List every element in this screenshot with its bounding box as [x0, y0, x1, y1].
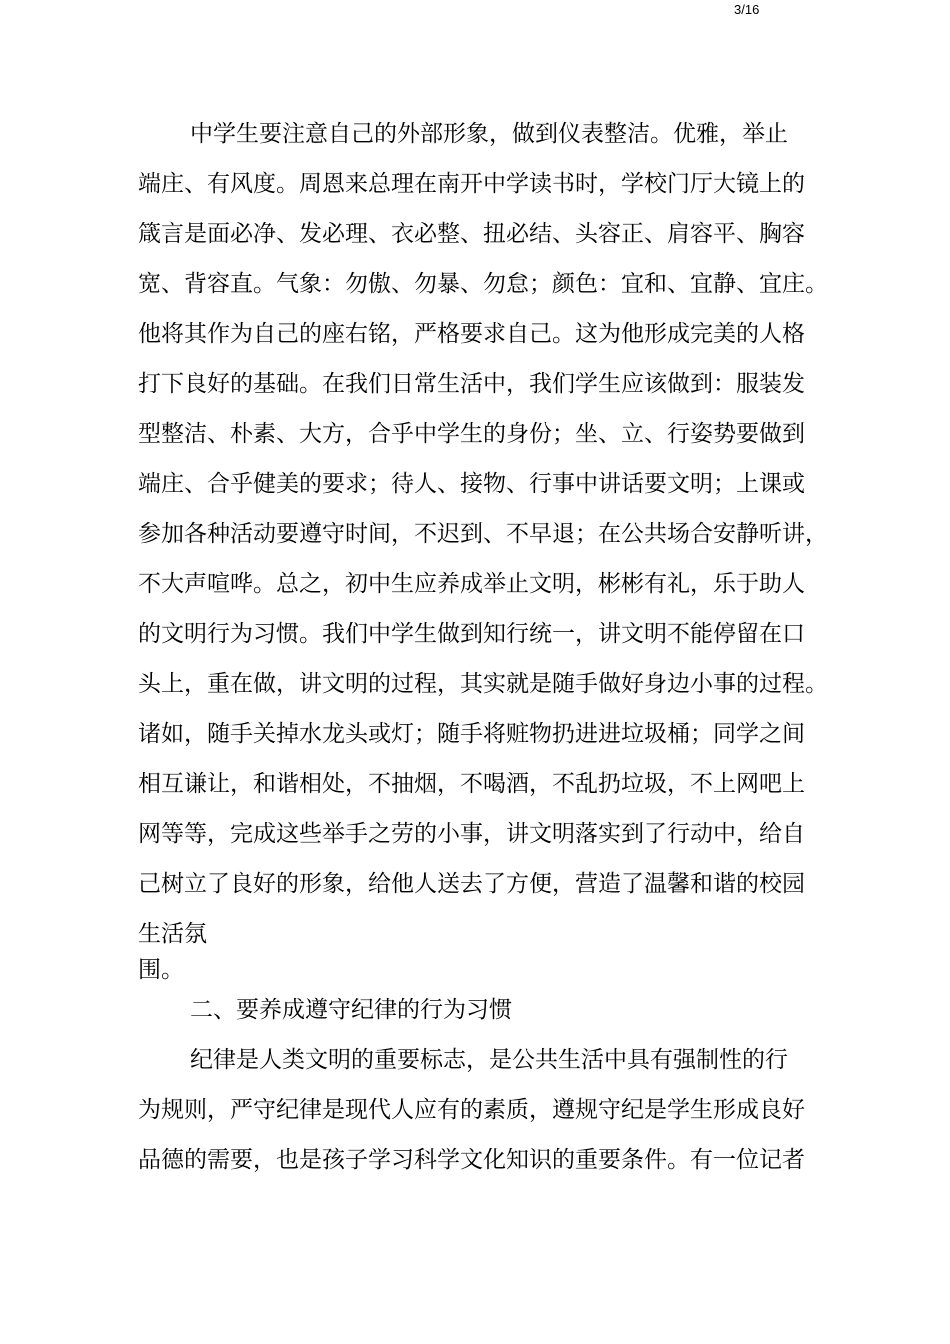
paragraph-line: 围。 [138, 957, 184, 983]
paragraph-line: 箴言是面必净、发必理、衣必整、扭必结、头容正、肩容平、胸容 [138, 221, 805, 247]
paragraph-line: 品德的需要，也是孩子学习科学文化知识的重要条件。有一位记者 [138, 1147, 805, 1173]
paragraph-line: 打下良好的基础。在我们日常生活中，我们学生应该做到：服装发 [138, 371, 805, 397]
paragraph-line: 宽、背容直。气象：勿傲、勿暴、勿怠；颜色：宜和、宜静、宜庄。 [138, 271, 828, 297]
paragraph-line: 端庄、合乎健美的要求；待人、接物、行事中讲话要文明；上课或 [138, 471, 805, 497]
paragraph-line: 己树立了良好的形象，给他人送去了方便，营造了温馨和谐的校园 [138, 871, 805, 897]
paragraph-line: 网等等，完成这些举手之劳的小事，讲文明落实到了行动中，给自 [138, 821, 805, 847]
paragraph-line: 诸如，随手关掉水龙头或灯；随手将赃物扔进进垃圾桶；同学之间 [138, 721, 805, 747]
paragraph-line: 中学生要注意自己的外部形象，做到仪表整洁。优雅，举止 [190, 121, 788, 147]
paragraph-line: 头上，重在做，讲文明的过程，其实就是随手做好身边小事的过程。 [138, 671, 828, 697]
page-number: 3/16 [734, 2, 760, 17]
paragraph-line: 不大声喧哗。总之，初中生应养成举止文明，彬彬有礼，乐于助人 [138, 571, 805, 597]
paragraph-line: 型整洁、朴素、大方，合乎中学生的身份；坐、立、行姿势要做到 [138, 421, 805, 447]
paragraph-line: 纪律是人类文明的重要标志，是公共生活中具有强制性的行 [190, 1047, 788, 1073]
paragraph-line: 的文明行为习惯。我们中学生做到知行统一，讲文明不能停留在口 [138, 621, 805, 647]
paragraph-line: 相互谦让，和谐相处，不抽烟，不喝酒，不乱扔垃圾，不上网吧上 [138, 771, 805, 797]
paragraph-line: 参加各种活动要遵守时间，不迟到、不早退；在公共场合安静听讲， [138, 521, 828, 547]
paragraph-line: 生活氛 [138, 921, 207, 947]
paragraph-line: 为规则，严守纪律是现代人应有的素质，遵规守纪是学生形成良好 [138, 1097, 805, 1123]
section-heading: 二、要养成遵守纪律的行为习惯 [190, 997, 512, 1023]
paragraph-line: 他将其作为自己的座右铭，严格要求自己。这为他形成完美的人格 [138, 321, 805, 347]
paragraph-line: 端庄、有风度。周恩来总理在南开中学读书时，学校门厅大镜上的 [138, 171, 805, 197]
